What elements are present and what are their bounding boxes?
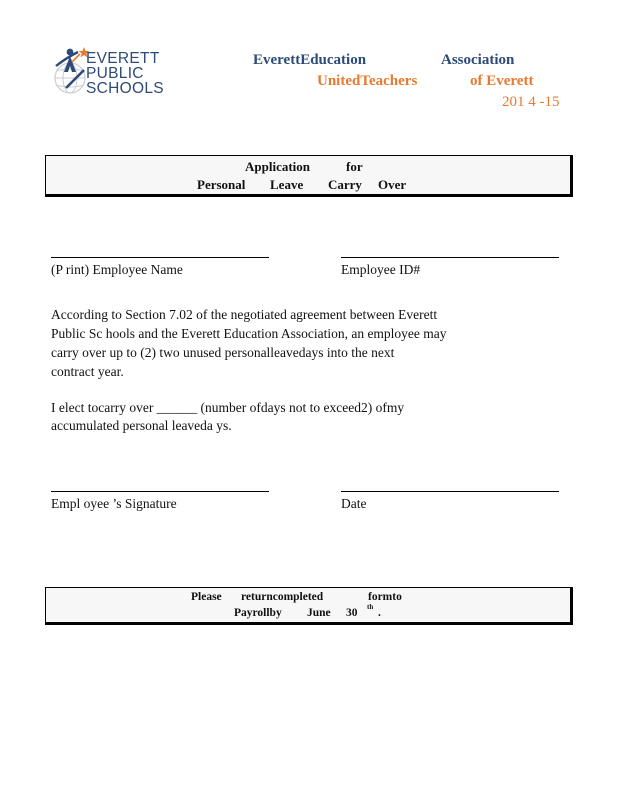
employee-name-label: (P rint) Employee Name bbox=[51, 262, 183, 277]
agreement-paragraph-line: Public Sc hools and the Everett Education Association, an employee may bbox=[51, 326, 447, 341]
logo-line: EVERETT bbox=[86, 50, 160, 67]
footer-word: Payrollby bbox=[234, 607, 282, 619]
everett-public-schools-logo bbox=[50, 44, 200, 102]
date-label: Date bbox=[341, 496, 367, 511]
date-field[interactable] bbox=[341, 491, 559, 492]
employee-id-label: Employee ID# bbox=[341, 262, 421, 277]
title-word: Carry bbox=[328, 177, 362, 192]
title-word: for bbox=[346, 159, 363, 174]
header-org-right: Association bbox=[441, 52, 515, 68]
footer-word: June bbox=[307, 607, 331, 619]
footer-word: returncompleted bbox=[241, 591, 324, 603]
election-paragraph-line: I elect tocarry over ______ (number ofdays not to exceed2) ofmy bbox=[51, 400, 405, 415]
agreement-paragraph-line: carry over up to (2) two unused personalleavedays into the next bbox=[51, 345, 395, 360]
signature-field[interactable] bbox=[51, 491, 269, 492]
header-union-right: of Everett bbox=[470, 73, 534, 89]
title-word: Over bbox=[378, 177, 407, 192]
title-word: Application bbox=[245, 159, 311, 174]
employee-id-field[interactable] bbox=[341, 257, 559, 258]
return-instructions-box bbox=[45, 587, 573, 625]
header-union-left: UnitedTeachers bbox=[317, 73, 418, 89]
title-word: Personal bbox=[197, 177, 246, 192]
footer-superscript: th bbox=[367, 603, 374, 611]
logo-line: SCHOOLS bbox=[86, 80, 164, 97]
title-word: Leave bbox=[270, 177, 304, 192]
election-paragraph-line: accumulated personal leaveda ys. bbox=[51, 418, 232, 433]
footer-period: . bbox=[378, 607, 381, 619]
footer-word: Please bbox=[191, 591, 222, 603]
signature-label: Empl oyee ’s Signature bbox=[51, 496, 177, 511]
agreement-paragraph-line: According to Section 7.02 of the negotiated agreement between Everett bbox=[51, 307, 438, 322]
footer-word: formto bbox=[368, 591, 402, 603]
logo-line: PUBLIC bbox=[86, 65, 144, 82]
employee-name-field[interactable] bbox=[51, 257, 269, 258]
form-title-box bbox=[45, 155, 573, 197]
header-org-left: EverettEducation bbox=[253, 52, 367, 68]
header-school-year: 201 4 -15 bbox=[502, 94, 560, 110]
agreement-paragraph-line: contract year. bbox=[51, 364, 124, 379]
logo-text bbox=[86, 51, 164, 96]
footer-word: 30 bbox=[346, 607, 358, 619]
